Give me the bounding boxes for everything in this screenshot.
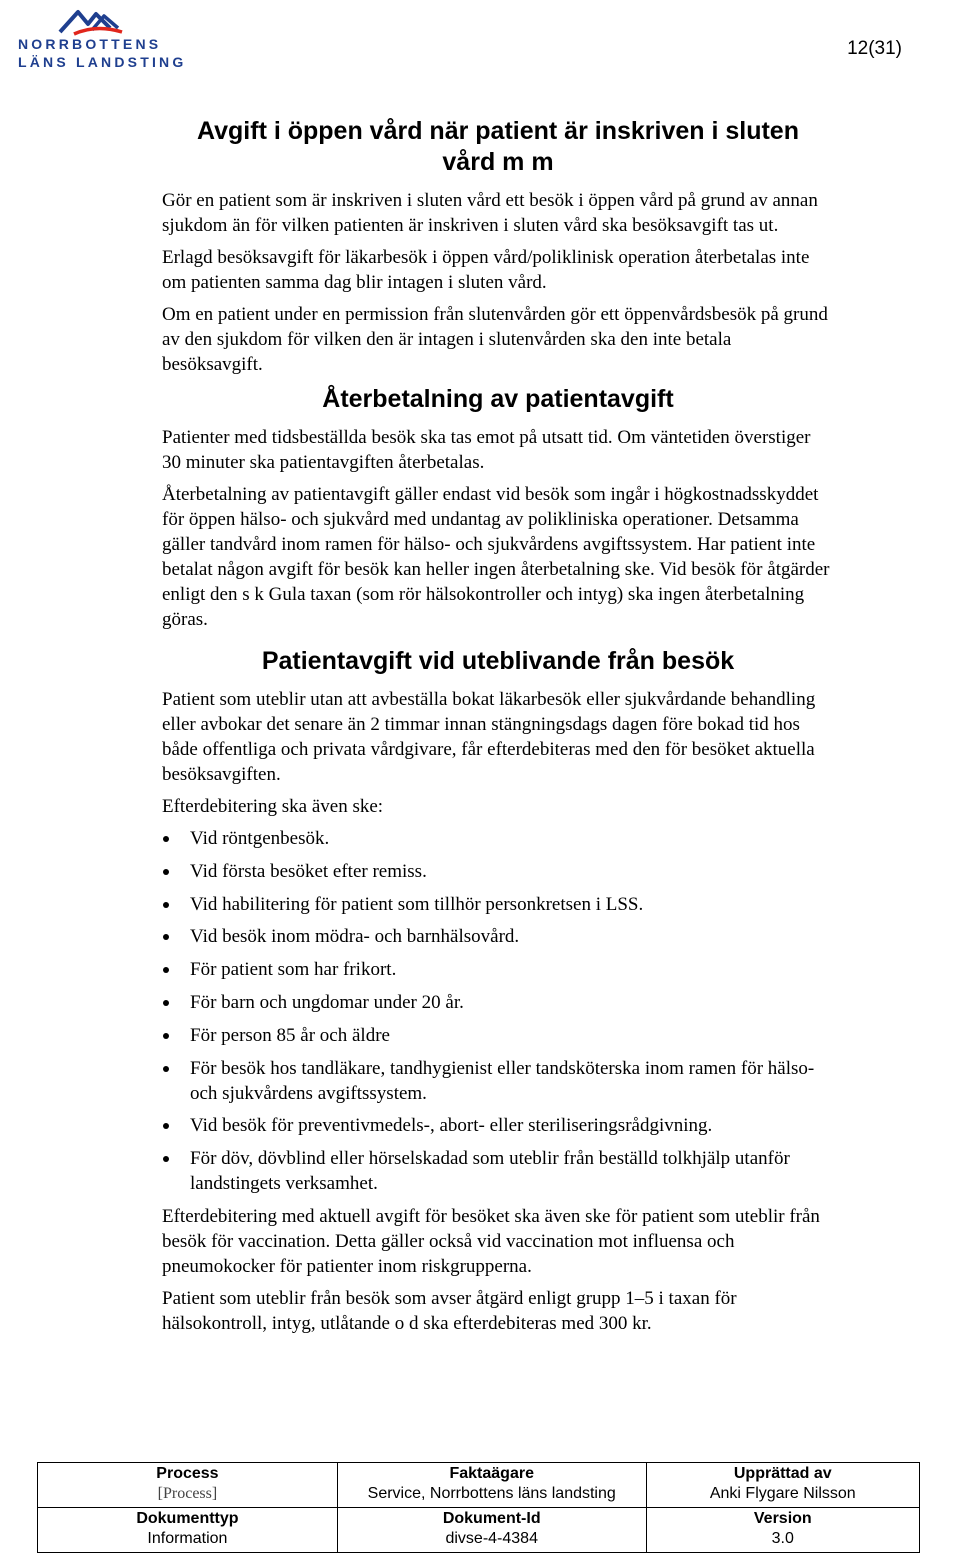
footer-label: Process bbox=[156, 1465, 219, 1482]
paragraph: Patienter med tidsbeställda besök ska tas emot på utsatt tid. Om väntetiden överstiger 30 minuter ska patientavgiften återbetalas. bbox=[162, 427, 811, 473]
paragraph: Återbetalning av patientavgift gäller endast vid besök som ingår i högkostnadsskyddet för öppen hälso- och sjukvård med undantag av polikliniska operationer. Detsamma gäller tandvård inom ramen för hälso- och sjukvårdens avgiftssystem. Har patient inte betalat någon avgift för besök kan heller ingen återbetalning ske. Vid besök för åtgärder enligt den s k Gula taxan (som rör hälsokontroller och intyg) ska ingen återbetalning göras. bbox=[162, 484, 830, 630]
footer-value: Information bbox=[147, 1530, 228, 1547]
bullet-icon bbox=[163, 967, 169, 973]
list-item: Vid besök inom mödra- och barnhälsovård. bbox=[162, 924, 834, 949]
footer-label: Upprättad av bbox=[733, 1465, 832, 1482]
paragraph: Om en patient under en permission från slutenvården gör ett öppenvårdsbesök på grund av den sjukdom för vilken den är intagen i slutenvården ska den inte betala besöksavgift. bbox=[162, 304, 828, 375]
list-item: För patient som har frikort. bbox=[162, 957, 834, 982]
paragraph: Efterdebitering med aktuell avgift för besöket ska även ske för patient som uteblir från besök för vaccination. Detta gäller också vid vaccination mot influensa och pneumokocker för patienter inom riskgrupperna. bbox=[162, 1205, 820, 1277]
footer-cell-author bbox=[646, 1463, 919, 1508]
footer-value: [Process] bbox=[157, 1485, 218, 1502]
bullet-icon bbox=[163, 1066, 169, 1072]
list-item: Vid besök för preventivmedels-, abort- eller steriliseringsrådgivning. bbox=[162, 1113, 834, 1138]
footer-label: Version bbox=[753, 1510, 812, 1527]
footer-cell-docid bbox=[337, 1508, 646, 1553]
list-item: Vid habilitering för patient som tillhör personkretsen i LSS. bbox=[162, 892, 834, 917]
footer-label: Faktaägare bbox=[449, 1465, 534, 1482]
footer-value: Service, Norrbottens läns landsting bbox=[367, 1485, 616, 1502]
page-number: 12(31) bbox=[847, 38, 902, 59]
bullet-list bbox=[162, 826, 834, 1196]
footer-label: Dokument-Id bbox=[442, 1510, 541, 1527]
paragraph: Gör en patient som är inskriven i sluten vård ett besök i öppen vård på grund av annan sjukdom än för vilken patienten är inskriven i sluten vård ska besöksavgift tas ut. bbox=[162, 190, 818, 236]
paragraph: Efterdebitering ska även ske: bbox=[162, 796, 384, 817]
footer-cell-owner bbox=[337, 1463, 646, 1508]
section-heading-no-show: Patientavgift vid uteblivande från besök bbox=[261, 647, 735, 675]
logo-line1: NORRBOTTENS bbox=[18, 36, 162, 52]
list-item: För döv, dövblind eller hörselskadad som uteblir från beställd tolkhjälp utanför landstingets verksamhet. bbox=[162, 1146, 834, 1196]
list-item: Vid röntgenbesök. bbox=[162, 826, 834, 851]
bullet-icon bbox=[163, 1000, 169, 1006]
logo-emblem-icon bbox=[18, 6, 178, 36]
footer-cell-doctype bbox=[38, 1508, 338, 1553]
bullet-icon bbox=[163, 1033, 169, 1039]
section-heading-refund: Återbetalning av patientavgift bbox=[322, 385, 674, 413]
list-item: För barn och ungdomar under 20 år. bbox=[162, 990, 834, 1015]
paragraph: Patient som uteblir från besök som avser åtgärd enligt grupp 1–5 i taxan för hälsokontroll, intyg, utlåtande o d ska efterdebiteras med 300 kr. bbox=[162, 1287, 737, 1334]
bullet-icon bbox=[163, 902, 169, 908]
heading-line1: Avgift i öppen vård när patient är inskriven i sluten bbox=[197, 117, 799, 145]
heading-line2: vård m m bbox=[442, 148, 554, 176]
footer-value: divse-4-4384 bbox=[445, 1530, 538, 1547]
footer-label: Dokumenttyp bbox=[136, 1510, 239, 1527]
document-body bbox=[162, 116, 834, 1343]
logo-line2: LÄNS LANDSTING bbox=[18, 54, 187, 70]
section-heading-inpatient bbox=[162, 116, 834, 178]
footer-value: Anki Flygare Nilsson bbox=[709, 1485, 856, 1502]
paragraph: Erlagd besöksavgift för läkarbesök i öppen vård/poliklinisk operation återbetalas inte om patienten samma dag blir intagen i sluten vård. bbox=[162, 247, 810, 293]
bullet-icon bbox=[163, 869, 169, 875]
document-footer-table bbox=[37, 1462, 920, 1553]
list-item: Vid första besöket efter remiss. bbox=[162, 859, 834, 884]
list-item: För person 85 år och äldre bbox=[162, 1023, 834, 1048]
bullet-icon bbox=[163, 1156, 169, 1162]
list-item: För besök hos tandläkare, tandhygienist eller tandsköterska inom ramen för hälso- och sjukvårdens avgiftssystem. bbox=[162, 1056, 834, 1106]
footer-value: 3.0 bbox=[771, 1530, 794, 1547]
bullet-icon bbox=[163, 1123, 169, 1129]
bullet-icon bbox=[163, 836, 169, 842]
bullet-icon bbox=[163, 934, 169, 940]
paragraph: Patient som uteblir utan att avbeställa bokat läkarbesök eller sjukvårdande behandling eller avbokar det senare än 2 timmar innan stängningsdags dagen före bokad tid hos både offentliga och privata vårdgivare, får efterdebiteras med den för besöket aktuella besöksavgiften. bbox=[162, 689, 816, 785]
footer-cell-version bbox=[646, 1508, 919, 1553]
footer-cell-process bbox=[38, 1463, 338, 1508]
landsting-logo bbox=[18, 6, 187, 70]
